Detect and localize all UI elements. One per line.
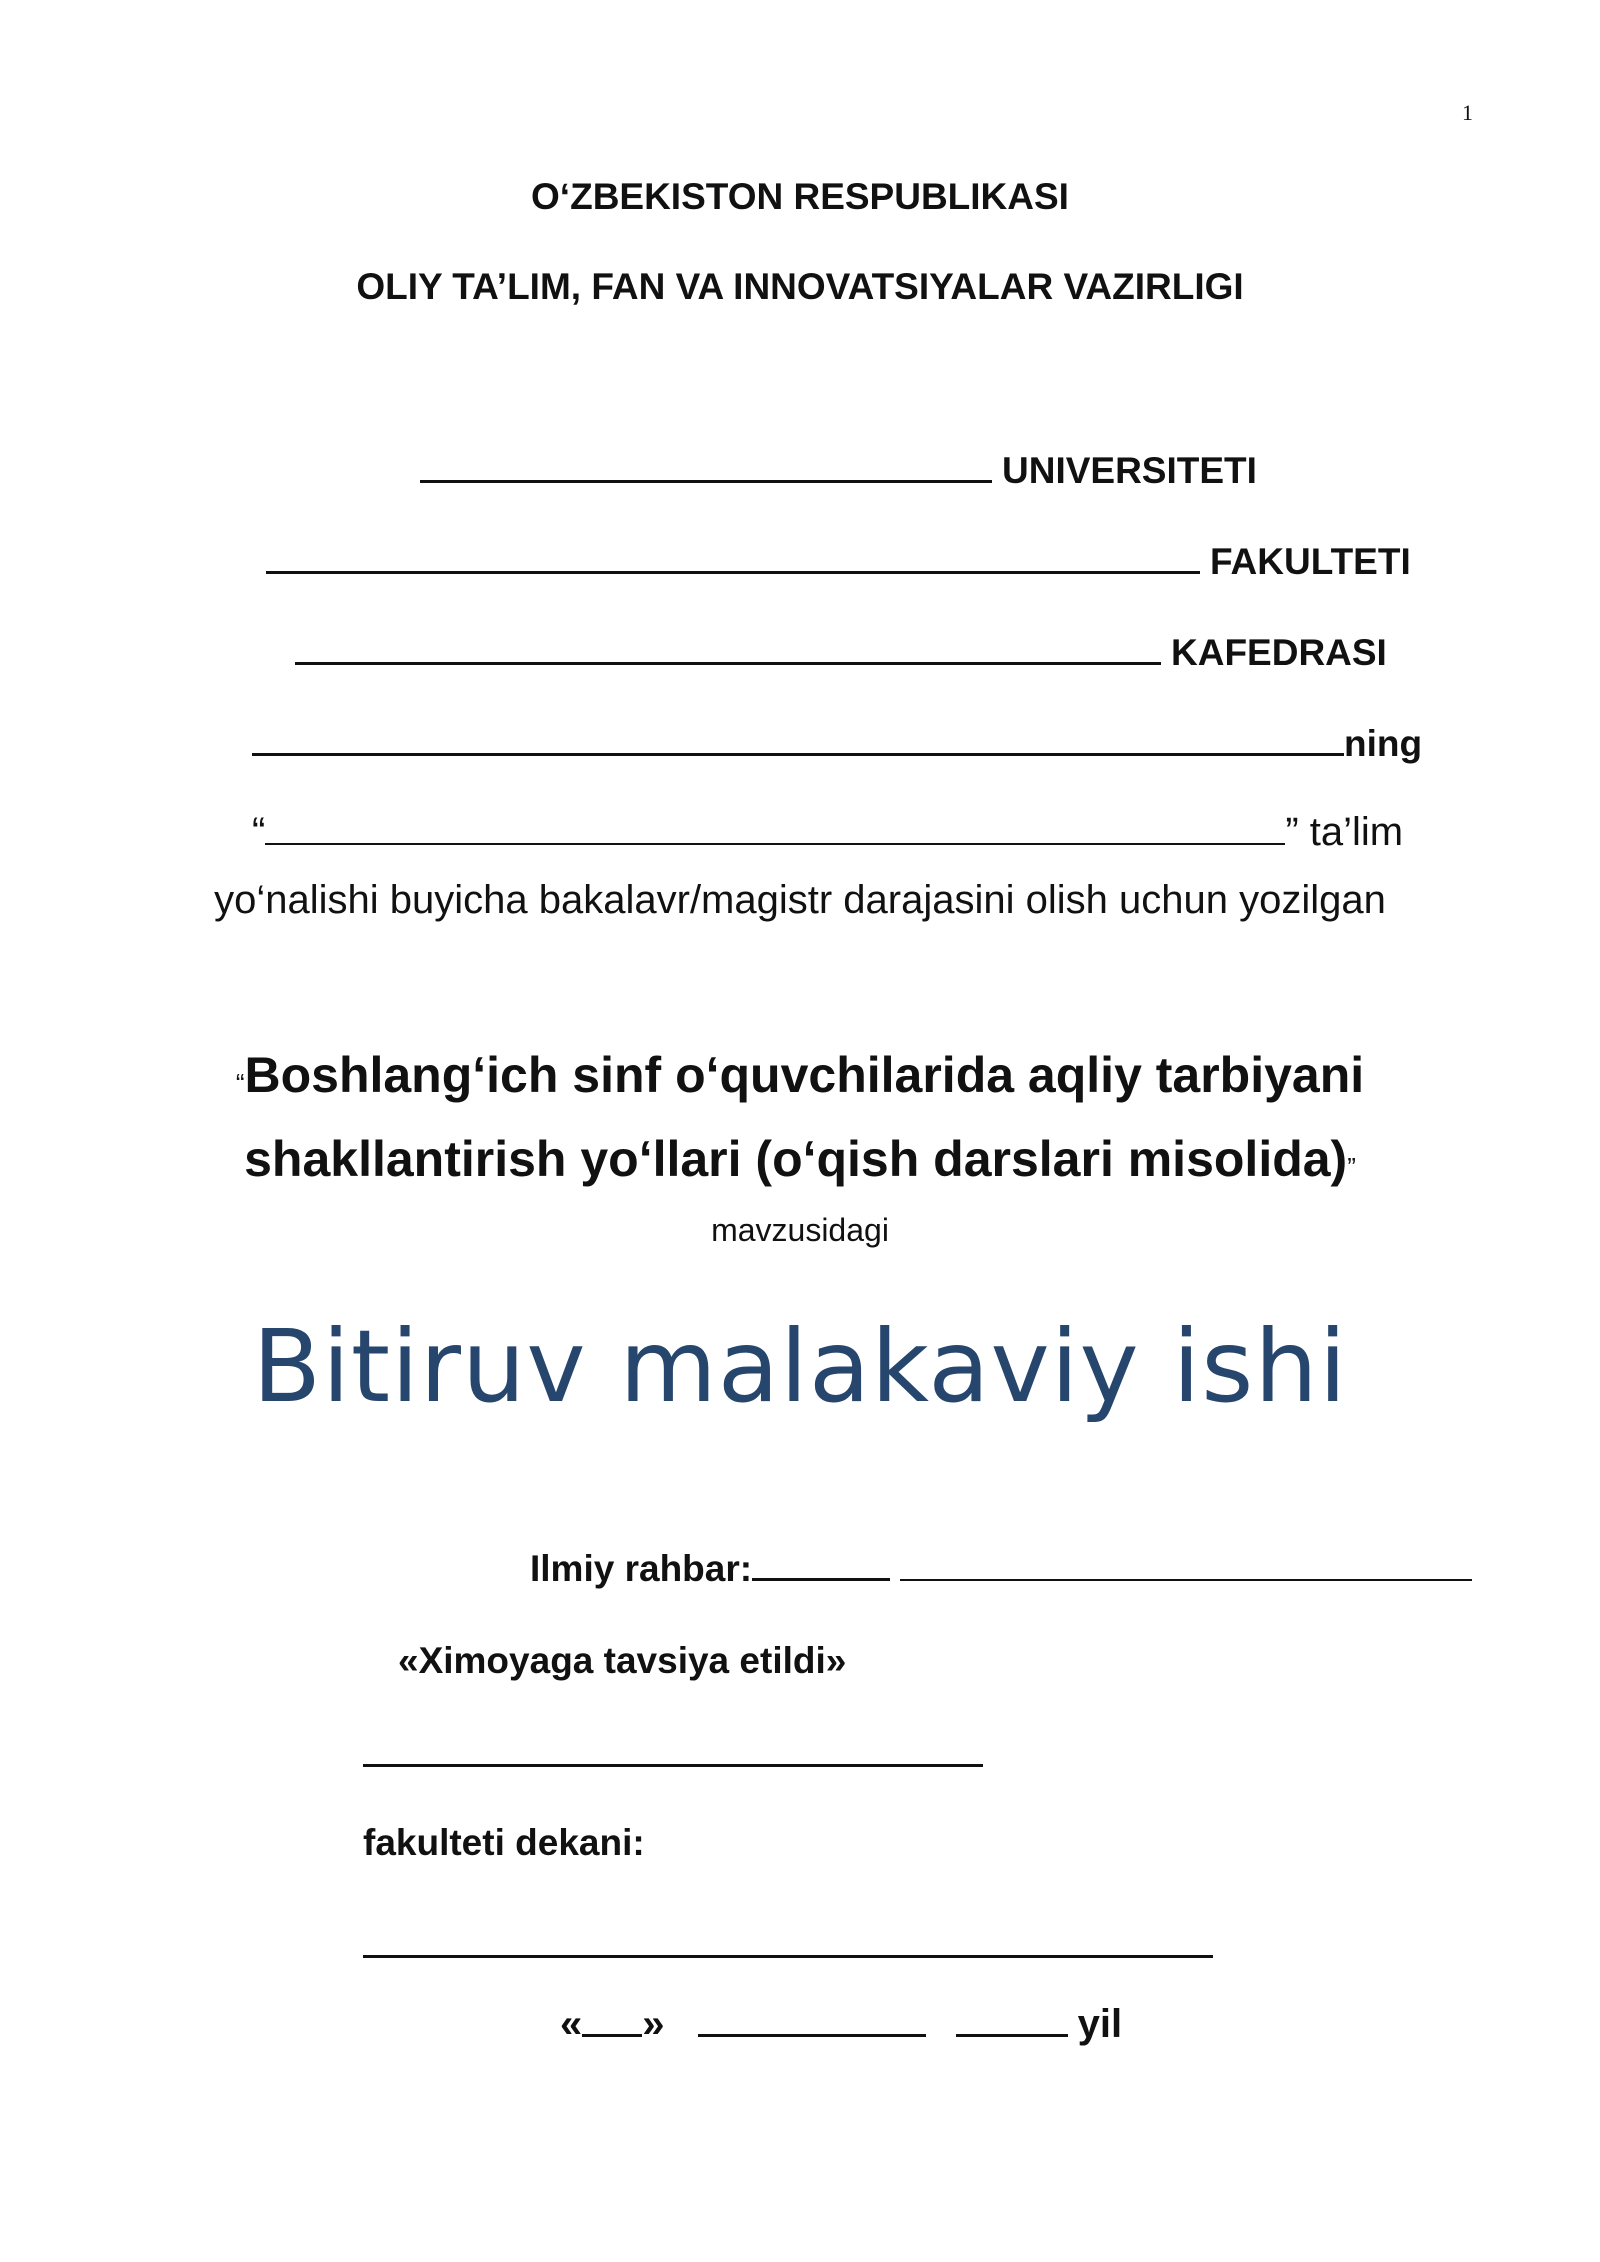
month-blank xyxy=(698,2004,926,2037)
faculty-blank xyxy=(266,541,1200,574)
direction-close-text: ” ta’lim xyxy=(1285,810,1404,854)
student-suffix: ning xyxy=(1344,723,1423,764)
dean-signature-line-1 xyxy=(363,1764,983,1767)
work-type-title: Bitiruv malakaviy ishi xyxy=(252,1308,1348,1425)
day-blank xyxy=(582,2004,642,2037)
department-blank xyxy=(295,632,1161,665)
university-blank xyxy=(420,450,992,483)
topic-open-quote: “ xyxy=(235,1068,245,1098)
date-close-quote: » xyxy=(642,2002,665,2046)
topic-text-2: shakllantirish yo‘llari (o‘qish darslari misolida) xyxy=(244,1131,1348,1187)
student-blank xyxy=(252,723,1344,756)
direction-open-quote: “ xyxy=(252,810,266,854)
topic-text-1: Boshlang‘ich sinf o‘quvchilarida aqliy tarbiyani xyxy=(244,1047,1365,1103)
topic-title-line-1 xyxy=(0,1046,1600,1104)
supervisor-signature-blank xyxy=(752,1548,890,1581)
degree-purpose-text: yo‘nalishi buyicha bakalavr/magistr darajasini olish uchun yozilgan xyxy=(214,878,1386,922)
topic-close-quote: ” xyxy=(1347,1152,1356,1182)
year-label: yil xyxy=(1077,2002,1123,2046)
dean-label: fakulteti dekani: xyxy=(363,1822,645,1863)
country-heading: O‘ZBEKISTON RESPUBLIKASI xyxy=(531,176,1069,217)
direction-line xyxy=(252,810,1403,855)
supervisor-row xyxy=(530,1548,1472,1590)
supervisor-label: Ilmiy rahbar: xyxy=(530,1548,753,1589)
faculty-label: FAKULTETI xyxy=(1210,541,1411,582)
date-open-quote: « xyxy=(560,2002,583,2046)
supervisor-name-blank xyxy=(900,1549,1472,1581)
ministry-heading: OLIY TA’LIM, FAN VA INNOVATSIYALAR VAZIRLIGI xyxy=(356,266,1244,307)
date-row xyxy=(560,2002,1122,2047)
student-line xyxy=(252,723,1422,765)
year-blank xyxy=(956,2004,1068,2037)
university-label: UNIVERSITETI xyxy=(1002,450,1257,491)
topic-title-line-2 xyxy=(0,1130,1600,1188)
direction-blank xyxy=(265,813,1285,845)
department-label: KAFEDRASI xyxy=(1171,632,1387,673)
page-number: 1 xyxy=(1462,100,1473,125)
defense-recommendation-label: «Ximoyaga tavsiya etildi» xyxy=(398,1640,847,1681)
dean-signature-line-2 xyxy=(363,1955,1213,1958)
faculty-line xyxy=(266,541,1411,583)
department-line xyxy=(295,632,1387,674)
topic-suffix: mavzusidagi xyxy=(711,1212,889,1248)
university-line xyxy=(420,450,1257,492)
